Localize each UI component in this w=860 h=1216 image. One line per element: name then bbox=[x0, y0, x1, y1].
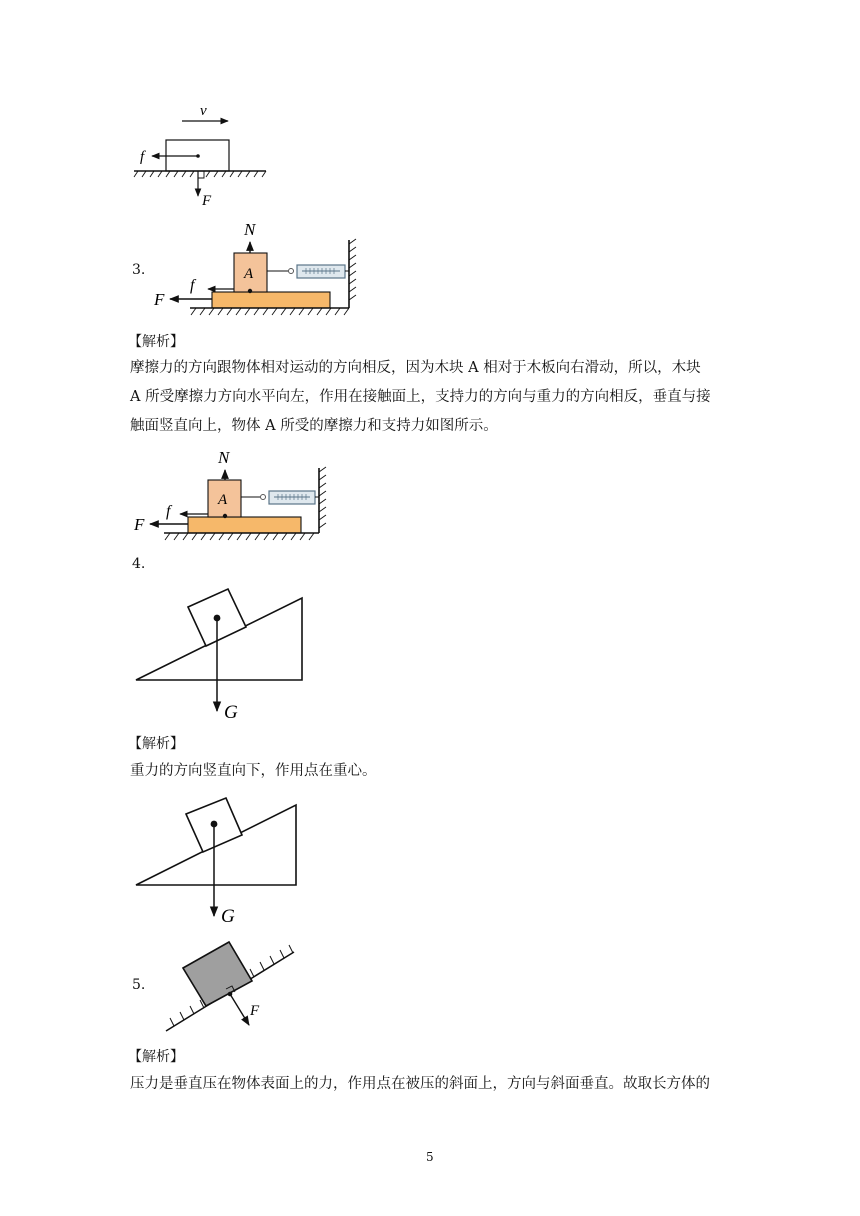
question-5-number: 5. bbox=[132, 977, 146, 993]
force-f-label: F bbox=[134, 515, 145, 534]
analysis-line: 触面竖直向上，物体 A 所受的摩擦力和支持力如图所示。 bbox=[130, 418, 498, 434]
analysis-header-q4: 【解析】 bbox=[128, 736, 184, 752]
analysis-text-q5: 压力是垂直压在物体表面上的力，作用点在被压的斜面上，方向与斜面垂直。故取长方体的 bbox=[130, 1076, 710, 1092]
figure-q3-answer bbox=[128, 446, 348, 546]
analysis-header-q5: 【解析】 bbox=[128, 1049, 184, 1065]
figure-q5-question bbox=[160, 936, 300, 1041]
analysis-text-q4: 重力的方向竖直向下，作用点在重心。 bbox=[130, 763, 377, 779]
analysis-text-q3 bbox=[130, 354, 730, 441]
figure-friction-block bbox=[130, 100, 270, 212]
friction-label: f bbox=[140, 149, 145, 165]
page-number: 5 bbox=[426, 1150, 434, 1164]
pressure-force-label: F bbox=[250, 1003, 260, 1019]
block-a-label: A bbox=[218, 492, 228, 508]
friction-f-label: f bbox=[166, 503, 171, 520]
question-4-number: 4. bbox=[132, 556, 146, 572]
velocity-label: v bbox=[200, 103, 207, 119]
block-a-label: A bbox=[244, 266, 254, 282]
analysis-line: 摩擦力的方向跟物体相对运动的方向相反，因为木块 A 相对于木板向右滑动，所以，木块 bbox=[130, 360, 701, 376]
force-label: F bbox=[202, 193, 212, 209]
gravity-label: G bbox=[221, 906, 235, 927]
question-3-number: 3. bbox=[132, 262, 146, 278]
force-f-label: F bbox=[154, 290, 165, 309]
analysis-line: A 所受摩擦力方向水平向左，作用在接触面上，支持力的方向与重力的方向相反，垂直与接 bbox=[130, 389, 711, 405]
gravity-label: G bbox=[224, 702, 238, 723]
friction-f-label: f bbox=[190, 277, 195, 294]
figure-q4-question bbox=[134, 585, 306, 725]
normal-force-label: N bbox=[218, 448, 230, 467]
figure-q4-answer bbox=[134, 795, 302, 930]
figure-q3-question bbox=[150, 220, 370, 320]
normal-force-label: N bbox=[244, 220, 256, 239]
analysis-header-q3: 【解析】 bbox=[128, 334, 184, 350]
